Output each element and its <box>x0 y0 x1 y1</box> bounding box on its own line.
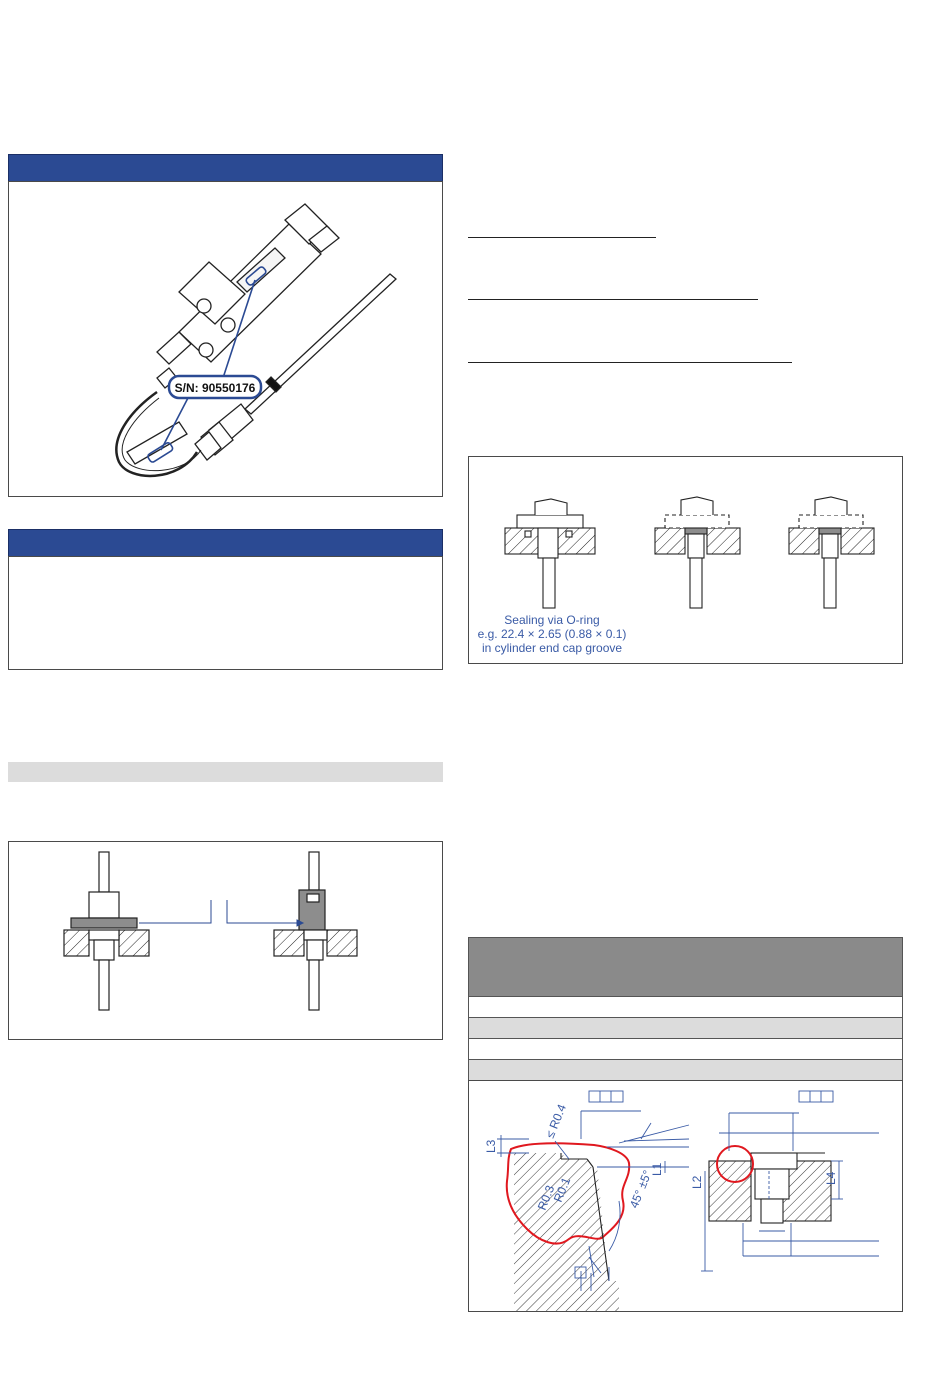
sealing-caption-line-1: Sealing via O-ring <box>504 613 600 627</box>
length-l1-label: L1 <box>650 1162 664 1176</box>
table-row <box>468 1060 903 1081</box>
serial-number-label: S/N: 90550176 <box>174 381 256 395</box>
sealing-caption-line-2: e.g. 22.4 × 2.65 (0.88 × 0.1) <box>477 627 627 641</box>
table-row <box>468 1039 903 1060</box>
underline-rule-2 <box>468 299 758 300</box>
sealing-options-box <box>468 456 903 664</box>
technical-drawing-box <box>468 1080 903 1312</box>
mounting-comparison-drawing <box>9 842 444 1041</box>
radius-mid-label: R0.3 <box>534 1183 558 1213</box>
sealing-caption <box>469 613 635 655</box>
length-l2-label: L2 <box>690 1175 704 1189</box>
sealing-caption-line-3: in cylinder end cap groove <box>481 641 623 655</box>
radius-large-label: ≤ R0.4 <box>542 1102 569 1141</box>
underline-rule-3 <box>468 362 792 363</box>
sensor-section-header-bar <box>8 154 443 182</box>
second-section-box <box>8 556 443 670</box>
radius-small-label: R0.1 <box>550 1175 574 1205</box>
grey-section-bar <box>8 762 443 782</box>
table-row <box>468 997 903 1018</box>
table-row <box>468 1018 903 1039</box>
second-section-header-bar <box>8 529 443 557</box>
chamfer-angle-label: 45° ±5° <box>626 1168 655 1211</box>
underline-rule-1 <box>468 237 656 238</box>
technical-drawing <box>469 1081 904 1313</box>
sensor-illustration <box>9 182 444 498</box>
mounting-comparison-box <box>8 841 443 1040</box>
length-l3-label: L3 <box>484 1139 498 1153</box>
length-l4-label: L4 <box>824 1171 838 1185</box>
table-header <box>468 937 903 997</box>
sensor-illustration-box <box>8 181 443 497</box>
